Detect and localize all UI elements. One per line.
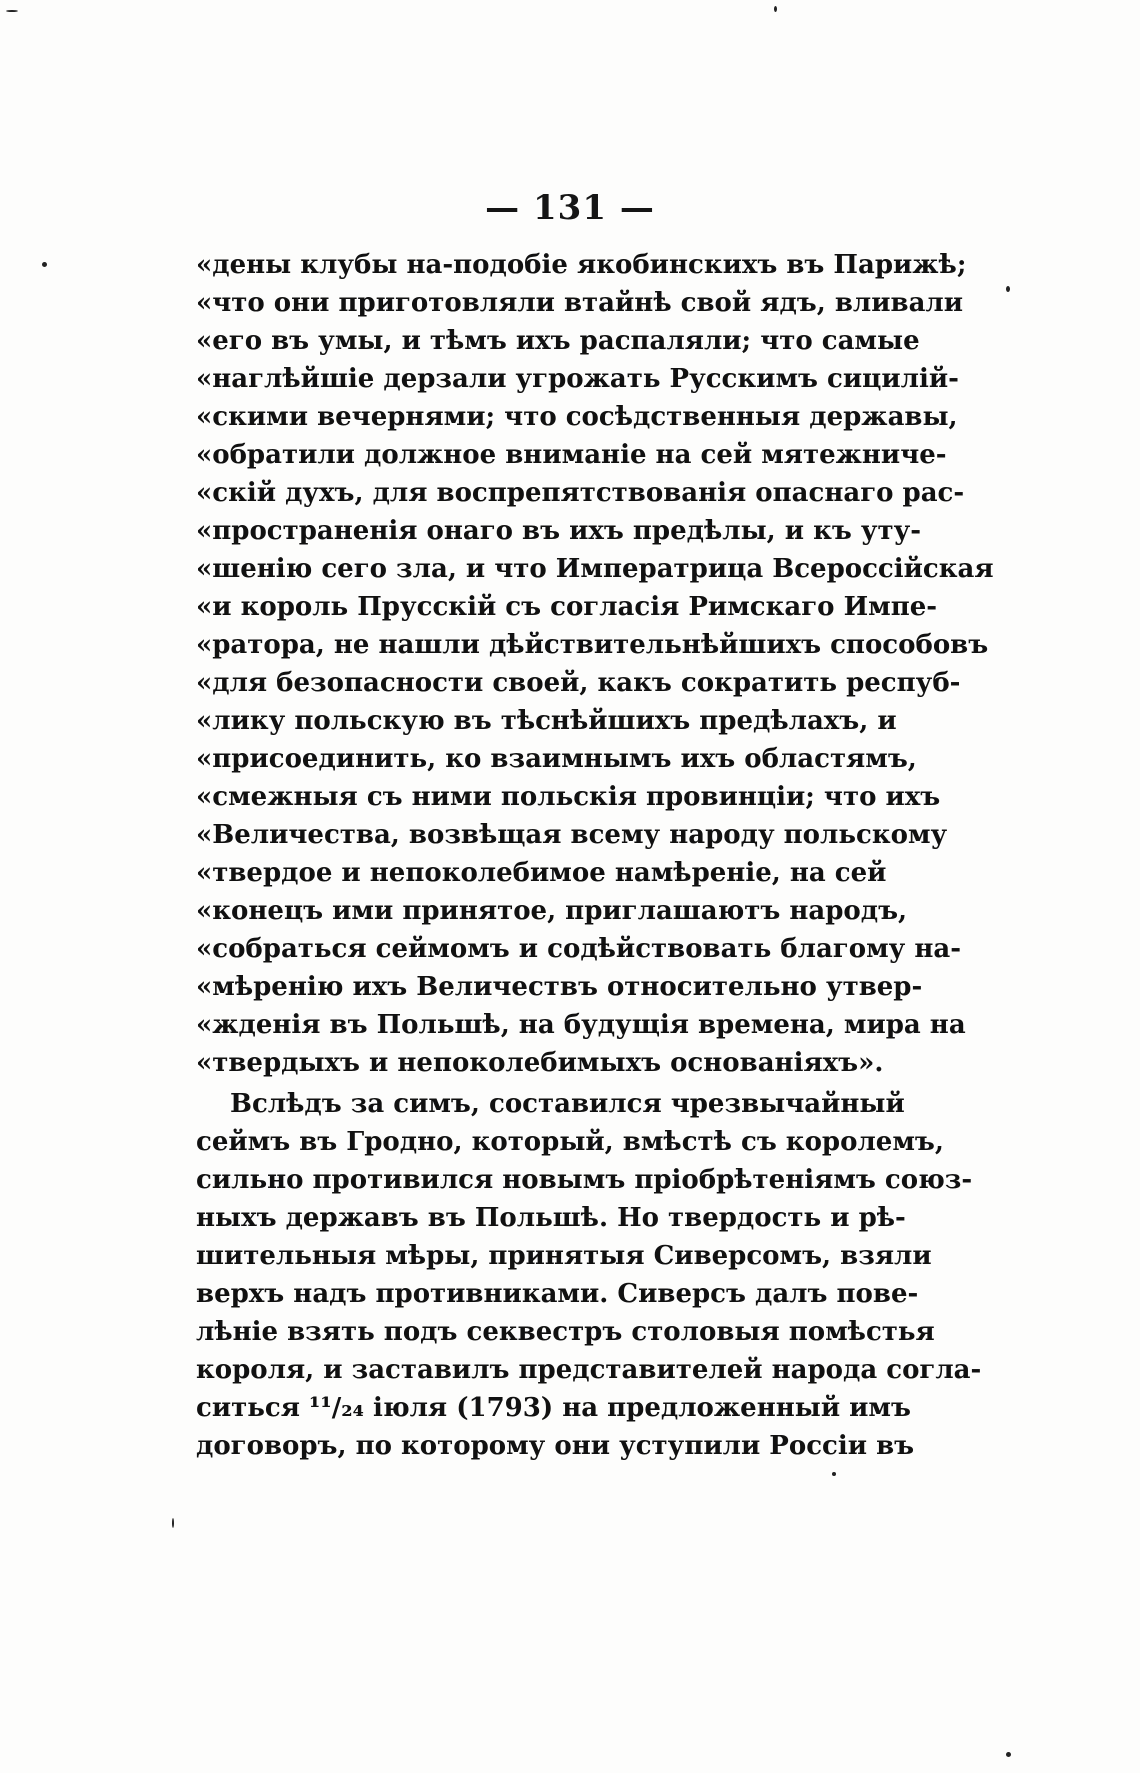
- quote-line: «для безопасности своей, какъ сократить респуб-: [196, 668, 961, 698]
- paragraph-line: ситься ¹¹/₂₄ іюля (1793) на предложенный имъ: [196, 1393, 911, 1423]
- quote-line: «собраться сеймомъ и содѣйствовать благому на-: [196, 934, 962, 964]
- quote-line: «что они приготовляли втайнѣ свой ядъ, вливали: [196, 288, 964, 318]
- paragraph-line: Вслѣдъ за симъ, составился чрезвычайный: [230, 1089, 905, 1119]
- body-paragraph: [196, 1085, 982, 1465]
- scan-speck: [774, 6, 777, 12]
- quote-line: «лику польскую въ тѣснѣйшихъ предѣлахъ, и: [196, 706, 897, 736]
- paragraph-line: шительныя мѣры, принятыя Сиверсомъ, взяли: [196, 1241, 932, 1271]
- scan-speck: [42, 262, 47, 267]
- quote-line: «ратора, не нашли дѣйствительнѣйшихъ способовъ: [196, 630, 989, 660]
- quote-line: «пространенія онаго въ ихъ предѣлы, и къ уту-: [196, 516, 922, 546]
- quote-line: «обратили должное вниманіе на сей мятежниче-: [196, 440, 947, 470]
- paragraph-line: верхъ надъ противниками. Сиверсъ далъ пове-: [196, 1279, 919, 1309]
- quote-line: «скій духъ, для воспрепятствованія опаснаго рас-: [196, 478, 965, 508]
- scan-speck: [832, 1472, 836, 1476]
- paragraph-line: лѣніе взять подъ секвестръ столовыя помѣстья: [196, 1317, 935, 1347]
- paragraph-line: сильно противился новымъ пріобрѣтеніямъ союз-: [196, 1165, 973, 1195]
- quote-line: «Величества, возвѣщая всему народу польскому: [196, 820, 948, 850]
- scan-speck: [172, 1518, 174, 1528]
- quote-line: «конецъ ими принятое, приглашаютъ народъ,: [196, 896, 908, 926]
- quote-line: «твердое и непоколебимое намѣреніе, на сей: [196, 858, 887, 888]
- paragraph-line: договоръ, по которому они уступили Россіи въ: [196, 1431, 915, 1461]
- scan-speck: [6, 10, 18, 12]
- paragraph-line: короля, и заставилъ представителей народа согла-: [196, 1355, 982, 1385]
- paragraph-line: сеймъ въ Гродно, который, вмѣстѣ съ королемъ,: [196, 1127, 944, 1157]
- paragraph-line: ныхъ державъ въ Польшѣ. Но твердость и рѣ-: [196, 1203, 906, 1233]
- quote-line: «скими вечернями; что сосѣдственныя державы,: [196, 402, 958, 432]
- quote-line: «его въ умы, и тѣмъ ихъ распаляли; что самые: [196, 326, 920, 356]
- quote-line: «мѣренію ихъ Величествъ относительно утвер-: [196, 972, 923, 1002]
- quoted-declaration: [196, 246, 994, 1082]
- quote-line: «смежныя съ ними польскія провинціи; что ихъ: [196, 782, 941, 812]
- quote-line: «шенію сего зла, и что Императрица Всероссійская: [196, 554, 994, 584]
- scan-speck: [1006, 286, 1010, 292]
- quote-line: «и король Прусскій съ согласія Римскаго Импе-: [196, 592, 938, 622]
- quote-line: «наглѣйшіе дерзали угрожать Русскимъ сицилій-: [196, 364, 959, 394]
- quote-line: «дены клубы на-подобіе якобинскихъ въ Парижѣ;: [196, 250, 967, 280]
- quote-line: «присоединить, ко взаимнымъ ихъ областямъ,: [196, 744, 917, 774]
- page-number: — 131 —: [485, 188, 655, 228]
- scan-speck: [1006, 1752, 1011, 1757]
- quote-line: «твердыхъ и непоколебимыхъ основаніяхъ».: [196, 1048, 884, 1078]
- quote-line: «жденія въ Польшѣ, на будущія времена, мира на: [196, 1010, 966, 1040]
